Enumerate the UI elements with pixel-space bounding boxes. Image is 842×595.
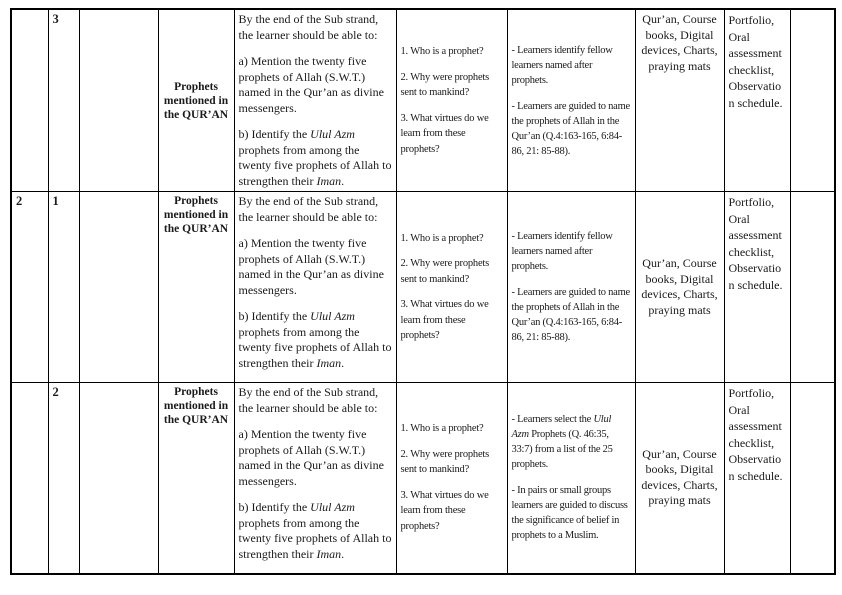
- outcomes-paragraph: a) Mention the twenty five prophets of Allah (S.W.T.) named in the Qur’an as divine messengers.: [238, 427, 384, 488]
- outcomes-paragraph: b) Identify the Ulul Azm prophets from among the twenty five prophets of Allah to strengthen their Iman.: [238, 127, 392, 188]
- week-cell: [11, 383, 48, 574]
- experience-item: - Learners identify fellow learners named after prophets.: [511, 44, 613, 86]
- resources-cell: Qur’an, Course books, Digital devices, Charts, praying mats: [635, 192, 724, 383]
- outcomes-paragraph: By the end of the Sub strand, the learner should be able to:: [238, 385, 379, 415]
- strand-cell: [79, 9, 158, 192]
- substrand-cell: Prophets mentioned in the QUR’AN: [158, 9, 234, 192]
- outcomes-cell: [234, 9, 396, 192]
- experience-item: - Learners are guided to name the prophets of Allah in the Qur’an (Q.4:163-165, 6:84-86, 21: 85-88).: [511, 287, 630, 343]
- inquiry-question: 3. What virtues do we learn from these prophets?: [400, 489, 489, 532]
- outcomes-cell: [234, 192, 396, 383]
- experiences-cell: [507, 383, 635, 574]
- inquiry-question: 3. What virtues do we learn from these prophets?: [400, 299, 489, 341]
- remarks-cell: [790, 383, 835, 574]
- experiences-cell: [507, 9, 635, 192]
- table-row: [11, 383, 835, 574]
- assessment-cell: Portfolio, Oral assessment checklist, Observatio n schedule.: [724, 9, 790, 192]
- outcomes-paragraph: b) Identify the Ulul Azm prophets from among the twenty five prophets of Allah to strengthen their Iman.: [238, 500, 392, 561]
- inquiry-question: 2. Why were prophets sent to mankind?: [400, 258, 490, 285]
- lesson-cell: 3: [48, 9, 79, 192]
- outcomes-cell: [234, 383, 396, 574]
- inquiry-questions-cell: [396, 383, 507, 574]
- inquiry-question: 3. What virtues do we learn from these prophets?: [400, 112, 489, 155]
- substrand-cell: Prophets mentioned in the QUR’AN: [158, 383, 234, 574]
- lesson-cell: 1: [48, 192, 79, 383]
- resources-cell: Qur’an, Course books, Digital devices, Charts, praying mats: [635, 383, 724, 574]
- inquiry-question: 1. Who is a prophet?: [400, 232, 484, 244]
- substrand-cell: Prophets mentioned in the QUR’AN: [158, 192, 234, 383]
- experiences-cell: [507, 192, 635, 383]
- assessment-cell: Portfolio, Oral assessment checklist, Observatio n schedule.: [724, 192, 790, 383]
- inquiry-questions-cell: [396, 192, 507, 383]
- experience-item: - Learners are guided to name the prophets of Allah in the Qur’an (Q.4:163-165, 6:84-86, 21: 85-88).: [511, 100, 630, 157]
- experience-item: - Learners select the Ulul Azm Prophets (Q. 46:35, 33:7) from a list of the 25 prophets.: [511, 414, 613, 471]
- lesson-cell: 2: [48, 383, 79, 574]
- inquiry-question: 2. Why were prophets sent to mankind?: [400, 71, 490, 98]
- curriculum-table: [10, 8, 836, 575]
- outcomes-paragraph: b) Identify the Ulul Azm prophets from among the twenty five prophets of Allah to strengthen their Iman.: [238, 309, 392, 370]
- table-row: [11, 192, 835, 383]
- outcomes-paragraph: a) Mention the twenty five prophets of Allah (S.W.T.) named in the Qur’an as divine messengers.: [238, 236, 384, 297]
- inquiry-question: 1. Who is a prophet?: [400, 46, 484, 57]
- table-row: [11, 9, 835, 192]
- experience-item: - Learners identify fellow learners named after prophets.: [511, 231, 613, 272]
- outcomes-paragraph: By the end of the Sub strand, the learner should be able to:: [238, 12, 379, 42]
- experience-item: - In pairs or small groups learners are guided to discuss the significance of belief in prophets to a Muslim.: [511, 485, 628, 542]
- assessment-cell: Portfolio, Oral assessment checklist, Observatio n schedule.: [724, 383, 790, 574]
- inquiry-question: 2. Why were prophets sent to mankind?: [400, 448, 490, 476]
- week-cell: [11, 9, 48, 192]
- inquiry-question: 1. Who is a prophet?: [400, 423, 484, 435]
- strand-cell: [79, 192, 158, 383]
- resources-cell: Qur’an, Course books, Digital devices, Charts, praying mats: [635, 9, 724, 192]
- strand-cell: [79, 383, 158, 574]
- remarks-cell: [790, 9, 835, 192]
- remarks-cell: [790, 192, 835, 383]
- outcomes-paragraph: a) Mention the twenty five prophets of Allah (S.W.T.) named in the Qur’an as divine messengers.: [238, 54, 384, 115]
- week-cell: 2: [11, 192, 48, 383]
- outcomes-paragraph: By the end of the Sub strand, the learner should be able to:: [238, 194, 379, 224]
- inquiry-questions-cell: [396, 9, 507, 192]
